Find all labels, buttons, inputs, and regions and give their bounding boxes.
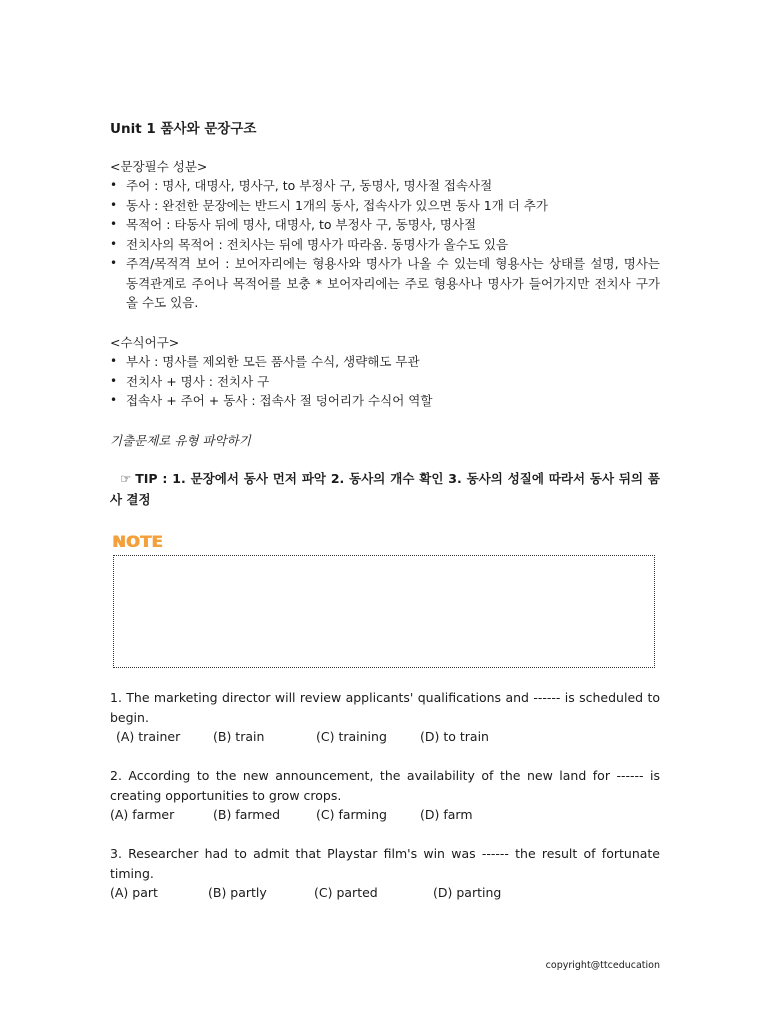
question-3 [110,844,660,903]
list-item: • 동사 : 완전한 문장에는 반드시 1개의 동사, 접속사가 있으면 동사 1개 더 추가 [110,196,660,216]
option-c: (C) training [316,729,387,744]
option-b: (B) partly [208,885,267,900]
list-item: • 주어 : 명사, 대명사, 명사구, to 부정사 구, 동명사, 명사절 접속사절 [110,176,660,196]
tip-block [110,468,660,510]
list-item: • 전치사 + 명사 : 전치사 구 [110,372,660,392]
note-label: NOTE [112,532,163,551]
list-item: • 목적어 : 타동사 뒤에 명사, 대명사, to 부정사 구, 동명사, 명사절 [110,215,660,235]
modifier-heading: <수식어구> [110,335,180,350]
option-b: (B) farmed [213,807,281,822]
question-1 [110,688,660,747]
option-d: (D) parting [433,885,502,900]
option-d: (D) farm [420,807,473,822]
option-b: (B) train [213,729,265,744]
practice-heading: 기출문제로 유형 파악하기 [110,433,251,448]
modifier-list [110,352,660,411]
question-options [110,727,660,747]
option-c: (C) farming [316,807,387,822]
copyright-footer: copyright@ttceducation [545,960,660,971]
option-a: (A) part [110,885,158,900]
list-item: • 전치사의 목적어 : 전치사는 뒤에 명사가 따라옴. 동명사가 올수도 있음 [110,235,660,255]
option-a: (A) farmer [110,807,175,822]
question-options [110,883,660,903]
question-2 [110,766,660,825]
option-d: (D) to train [420,729,489,744]
list-item: • 부사 : 명사를 제외한 모든 품사를 수식, 생략해도 무관 [110,352,660,372]
question-stem: 1. The marketing director will review applicants' qualifications and ------ is scheduled to begin. [110,690,660,725]
tip-text: TIP : 1. 문장에서 동사 먼저 파악 2. 동사의 개수 확인 3. 동사의 성질에 따라서 동사 뒤의 품사 결정 [110,471,660,507]
option-a: (A) trainer [116,729,181,744]
essential-components-list [110,176,660,313]
note-box[interactable] [113,555,655,668]
essential-components-heading: <문장필수 성분> [110,159,208,174]
list-item: • 접속사 + 주어 + 동사 : 접속사 절 덩어리가 수식어 역할 [110,391,660,411]
unit-title: Unit 1 품사와 문장구조 [110,121,257,137]
question-stem: 2. According to the new announcement, the availability of the new land for ------ is creating opportunities to grow crops. [110,768,660,803]
option-c: (C) parted [314,885,378,900]
list-item: • 주격/목적격 보어 : 보어자리에는 형용사와 명사가 나올 수 있는데 형용사는 상태를 설명, 명사는 동격관계로 주어나 목적어를 보충 * 보어자리에는 주로 형용사나 명사가 들어가지만 전치사 구가 올 수도 있음. [110,254,660,313]
question-stem: 3. Researcher had to admit that Playstar film's win was ------ the result of fortunate timing. [110,846,660,881]
pointing-hand-icon: ☞ [120,471,132,486]
question-options [110,805,660,825]
